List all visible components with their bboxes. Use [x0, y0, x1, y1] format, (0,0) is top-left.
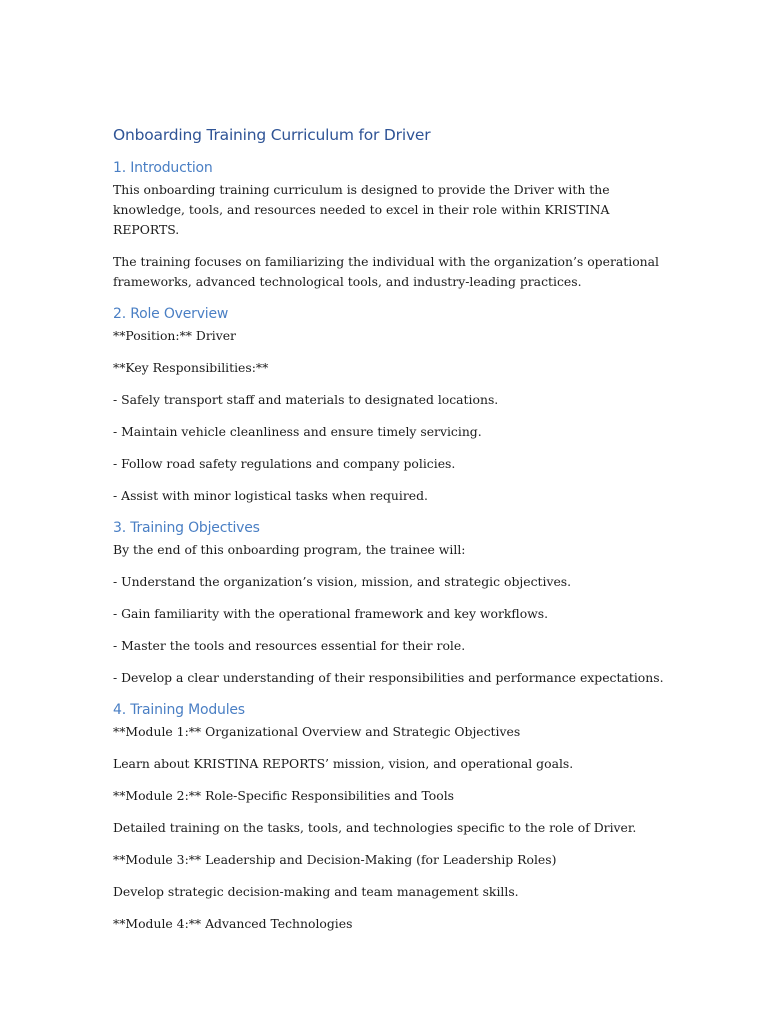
paragraph: **Module 1:** Organizational Overview and Strategic Objectives: [113, 724, 521, 739]
list-item: - Master the tools and resources essential for their role.: [113, 638, 466, 653]
document-title: Onboarding Training Curriculum for Driver: [113, 126, 431, 144]
paragraph: **Module 4:** Advanced Technologies: [113, 916, 353, 931]
paragraph: **Module 2:** Role-Specific Responsibilities and Tools: [113, 788, 455, 803]
list-item: - Safely transport staff and materials to designated locations.: [113, 392, 499, 407]
section-heading: 2. Role Overview: [113, 306, 229, 322]
section-training-modules: [113, 700, 673, 934]
paragraph: Learn about KRISTINA REPORTS’ mission, vision, and operational goals.: [113, 756, 574, 771]
section-heading: 1. Introduction: [113, 160, 213, 176]
paragraph: The training focuses on familiarizing the individual with the organization’s operational frameworks, advanced technological tools, and industry-leading practices.: [113, 254, 659, 289]
list-item: - Develop a clear understanding of their responsibilities and performance expectations.: [113, 670, 664, 685]
paragraph: **Position:** Driver: [113, 328, 236, 343]
paragraph: By the end of this onboarding program, the trainee will:: [113, 542, 466, 557]
document-page: [113, 124, 673, 946]
paragraph: Develop strategic decision-making and team management skills.: [113, 884, 519, 899]
paragraph: **Module 3:** Leadership and Decision-Making (for Leadership Roles): [113, 852, 557, 867]
section-introduction: [113, 158, 673, 292]
section-heading: 4. Training Modules: [113, 702, 245, 718]
list-item: - Follow road safety regulations and company policies.: [113, 456, 456, 471]
list-item: - Maintain vehicle cleanliness and ensure timely servicing.: [113, 424, 482, 439]
list-item: - Understand the organization’s vision, mission, and strategic objectives.: [113, 574, 572, 589]
paragraph: **Key Responsibilities:**: [113, 360, 269, 375]
paragraph: This onboarding training curriculum is designed to provide the Driver with the knowledge, tools, and resources needed to excel in their role within KRISTINA REPORTS.: [113, 182, 610, 237]
section-heading: 3. Training Objectives: [113, 520, 260, 536]
section-training-objectives: [113, 518, 673, 688]
section-role-overview: [113, 304, 673, 506]
list-item: - Gain familiarity with the operational framework and key workflows.: [113, 606, 549, 621]
list-item: - Assist with minor logistical tasks when required.: [113, 488, 428, 503]
paragraph: Detailed training on the tasks, tools, and technologies specific to the role of Driver.: [113, 820, 637, 835]
